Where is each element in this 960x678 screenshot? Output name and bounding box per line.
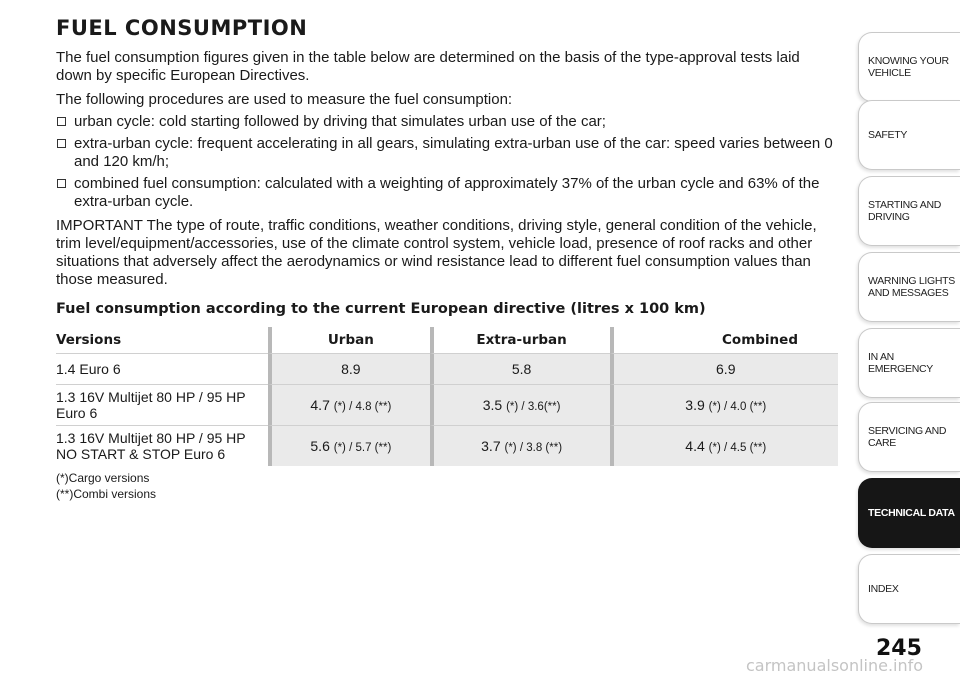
table-title: Fuel consumption according to the current European directive (litres x 100 km) (56, 301, 706, 317)
header-versions: Versions (56, 332, 122, 348)
version-cell: 1.4 Euro 6 (56, 353, 268, 384)
extra-urban-cell: 3.7 (*) / 3.8 (**) (430, 425, 610, 466)
bullet-text: combined fuel consumption: calculated with a weighting of approximately 37% of the urban cycle and 63% of the extra-urban cycle. (74, 175, 820, 210)
tab-label: INDEX (868, 583, 899, 595)
tab-label: SAFETY (868, 129, 908, 141)
header-combined: Combined (610, 327, 839, 353)
list-item (56, 135, 838, 171)
fuel-consumption-table (56, 327, 838, 466)
tab-label: WARNING LIGHTS AND MESSAGES (868, 275, 955, 299)
checkbox-bullet-icon (57, 139, 66, 148)
footnote: (**)Combi versions (56, 487, 157, 501)
version-cell: 1.3 16V Multijet 80 HP / 95 HP Euro 6 (56, 384, 268, 425)
list-item (56, 113, 838, 131)
tab-knowing-your-vehicle[interactable] (858, 32, 960, 102)
combined-cell: 6.9 (610, 353, 839, 384)
combined-cell: 4.4 (*) / 4.5 (**) (610, 425, 839, 466)
header-urban: Urban (268, 327, 430, 353)
procedure-list (56, 113, 838, 211)
table-row (56, 384, 838, 425)
important-note: IMPORTANT The type of route, traffic conditions, weather conditions, driving style, general condition of the vehicle, trim level/equipment/accessories, use of the climate control system, vehicle load, presence of roof racks and other situations that adversely affect the aerodynamics or wind resistance lead to different fuel consumption values than those measured. (56, 217, 817, 288)
tab-technical-data[interactable] (858, 478, 960, 548)
tab-warning-lights[interactable] (858, 252, 960, 322)
tab-label: STARTING AND DRIVING (868, 199, 942, 223)
tab-label: KNOWING YOUR VEHICLE (868, 55, 949, 79)
tab-servicing-and-care[interactable] (858, 402, 960, 472)
intro-paragraph: The fuel consumption figures given in the table below are determined on the basis of the type-approval tests laid down by specific European Directives. (56, 49, 800, 84)
bullet-text: extra-urban cycle: frequent accelerating in all gears, simulating extra-urban use of the car: speed varies between 0 and 120 km/h; (74, 135, 833, 170)
bullet-text: urban cycle: cold starting followed by driving that simulates urban use of the car; (74, 113, 606, 130)
chapter-tabs (858, 0, 960, 678)
urban-cell: 4.7 (*) / 4.8 (**) (268, 384, 430, 425)
footnote: (*)Cargo versions (56, 471, 150, 485)
page-number: 245 (876, 636, 922, 661)
main-content (56, 16, 838, 502)
page-heading: FUEL CONSUMPTION (56, 16, 308, 40)
header-extra-urban: Extra-urban (430, 327, 610, 353)
tab-index[interactable] (858, 554, 960, 624)
checkbox-bullet-icon (57, 117, 66, 126)
table-row (56, 425, 838, 466)
watermark: carmanualsonline.info (746, 656, 924, 675)
table-row (56, 353, 838, 384)
tab-label: SERVICING AND CARE (868, 425, 947, 449)
extra-urban-cell: 5.8 (430, 353, 610, 384)
urban-cell: 5.6 (*) / 5.7 (**) (268, 425, 430, 466)
list-item (56, 175, 838, 211)
tab-in-an-emergency[interactable] (858, 328, 960, 398)
version-cell: 1.3 16V Multijet 80 HP / 95 HP NO START & STOP Euro 6 (56, 425, 268, 466)
table-header-row (56, 327, 838, 353)
checkbox-bullet-icon (57, 179, 66, 188)
combined-cell: 3.9 (*) / 4.0 (**) (610, 384, 839, 425)
urban-cell: 8.9 (268, 353, 430, 384)
tab-label: TECHNICAL DATA (868, 507, 955, 519)
footnotes (56, 470, 838, 502)
tab-label: IN AN EMERGENCY (868, 351, 933, 375)
extra-urban-cell: 3.5 (*) / 3.6(**) (430, 384, 610, 425)
tab-safety[interactable] (858, 100, 960, 170)
procedures-intro: The following procedures are used to measure the fuel consumption: (56, 91, 513, 108)
tab-starting-and-driving[interactable] (858, 176, 960, 246)
